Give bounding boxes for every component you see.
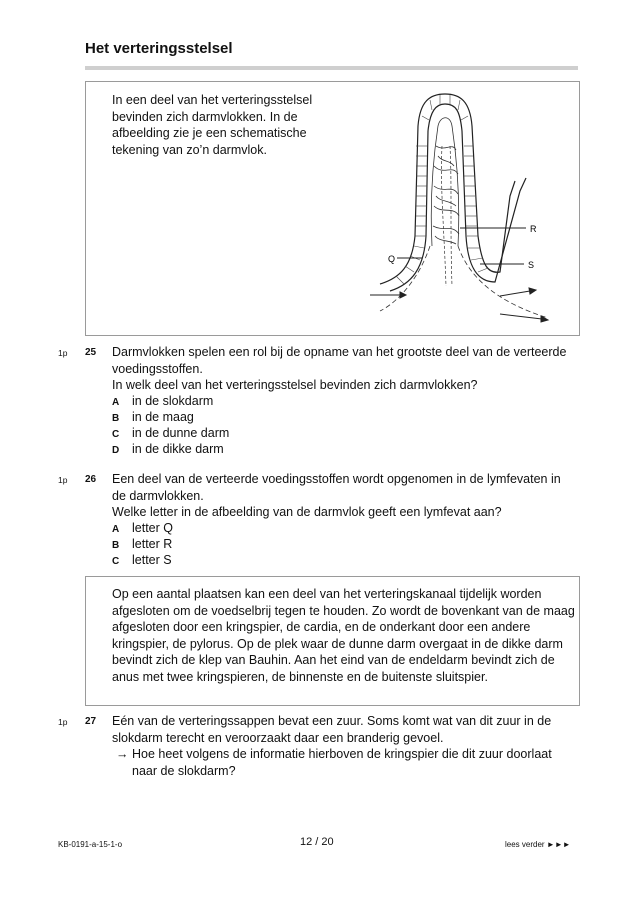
lacteal-vessel (441, 146, 452, 286)
q27-arrow-icon: → (116, 747, 129, 761)
q26-option-c[interactable]: C letter S (112, 553, 172, 567)
villus-inner-wall (390, 104, 526, 291)
label-r: R (530, 224, 537, 234)
q26-question: Welke letter in de afbeelding van de darmvlok geeft een lymfevat aan? (112, 505, 502, 519)
next-page-link[interactable]: lees verder ►►► (505, 840, 571, 849)
q26-option-a[interactable]: A letter Q (112, 521, 173, 535)
footer-code: KB-0191-a-15-1-o (58, 840, 123, 849)
q25-option-c[interactable]: C in de dunne darm (112, 426, 230, 440)
q26-text: Een deel van de verteerde voedingsstoffen wordt opgenomen in de lymfevaten in de darmvlokken. (112, 472, 561, 503)
info-text: Op een aantal plaatsen kan een deel van het verteringskanaal tijdelijk worden afgesloten om de voedselbrij tegen te houden. Zo wordt de bovenkant van de maag afgesloten door een kringspier, de cardia, en de onderkant door een andere kringspier, de pylorus. Op de plek waar de dunne darm overgaat in de dikke darm bevindt zich de klep van Bauhin. Aan het eind van de endeldarm bevindt zich de anus met twee kringspieren, de binnenste en de buitenste sluitspier. (112, 587, 575, 684)
q26-option-b[interactable]: B letter R (112, 537, 173, 551)
q26-points: 1p (58, 475, 68, 485)
q25-question: In welk deel van het verteringsstelsel bevinden zich darmvlokken? (112, 378, 478, 392)
q25-option-b[interactable]: B in de maag (112, 410, 194, 424)
q25-option-a[interactable]: A in de slokdarm (112, 394, 214, 408)
villus-figure (360, 86, 560, 326)
q27-points: 1p (58, 717, 68, 727)
page-number: 12 / 20 (300, 836, 334, 848)
page-title: Het verteringsstelsel (85, 40, 233, 57)
label-q: Q (388, 254, 396, 264)
q25-number: 25 (85, 347, 97, 358)
label-s: S (528, 260, 535, 270)
q26-number: 26 (85, 474, 97, 485)
intro-text: In een deel van het verteringsstelsel bevinden zich darmvlokken. In de afbeelding zie je een schematische tekening van zo’n darmvlok. (112, 93, 313, 157)
q25-text: Darmvlokken spelen een rol bij de opname van het grootste deel van de verteerde voedingsstoffen. (112, 345, 567, 376)
q25-option-d[interactable]: D in de dikke darm (112, 442, 224, 456)
q25-points: 1p (58, 348, 68, 358)
title-divider (85, 66, 578, 70)
q27-text: Eén van de verteringssappen bevat een zuur. Soms komt wat van dit zuur in de slokdarm terecht en veroorzaakt daar een branderig gevoel. (112, 714, 552, 745)
q27-number: 27 (85, 716, 97, 727)
q27-question: Hoe heet volgens de informatie hierboven de kringspier die dit zuur doorlaat naar de slokdarm? (132, 747, 552, 778)
